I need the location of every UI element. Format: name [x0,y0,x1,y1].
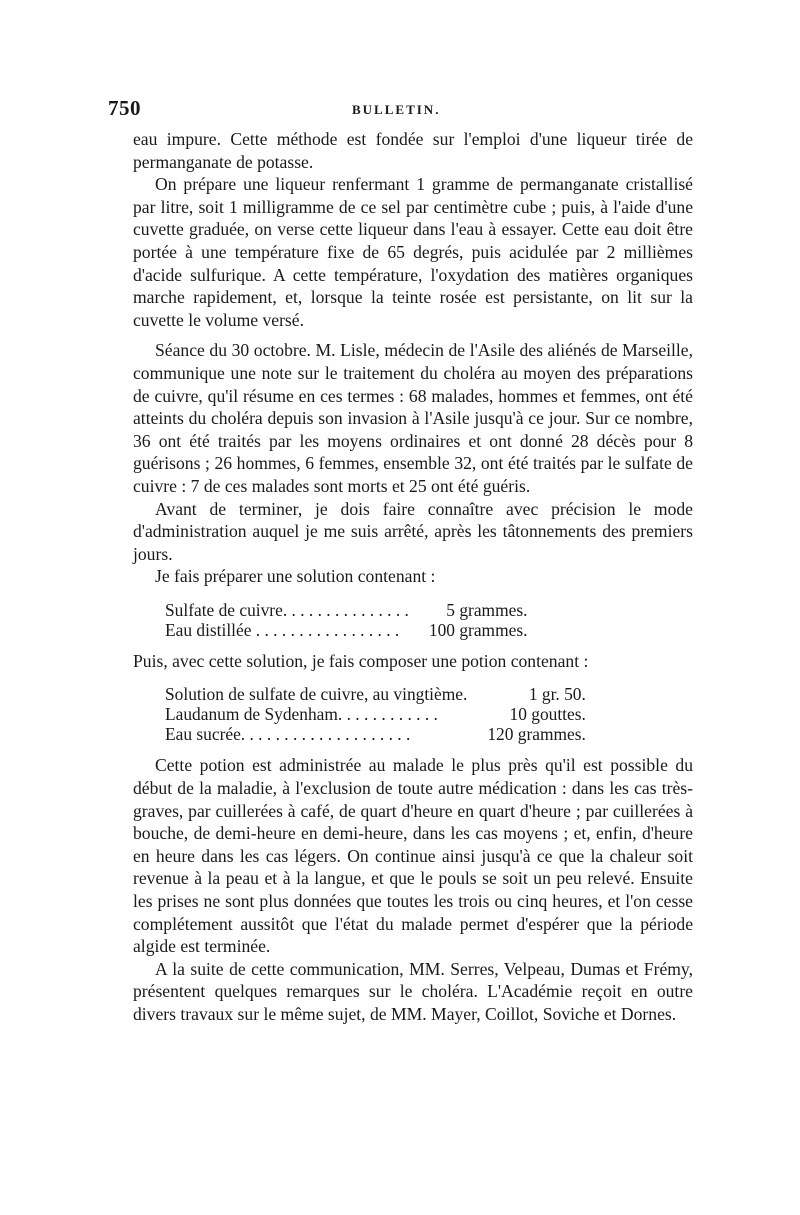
paragraph-water-method: eau impure. Cette méthode est fondée sur l'emploi d'une liqueur tirée de permanganate de potasse. [133,129,693,172]
ingredient-quantity: 120 grammes. [487,724,586,745]
paragraph-seance-30-octobre: Séance du 30 octobre. M. Lisle, médecin de l'Asile des aliénés de Marseille, communique une note sur le traitement du choléra au moyen des préparations de cuivre, qu'il résume en ces termes : 68 malades, hommes et femmes, ont été atteints du choléra depuis son invasion à l'Asile jusqu'à ce jour. Sur ce nombre, 36 ont été traités par les moyens ordinaires et ont donné 28 décès pour 8 guérisons ; 26 hommes, 6 femmes, ensemble 32, ont été traités par le sulfate de cuivre : 7 de ces malades sont morts et 25 ont été guéris. [133,340,693,496]
paragraph-academy-remarks: A la suite de cette communication, MM. Serres, Velpeau, Dumas et Frémy, présentent quelques remarques sur le choléra. L'Académie reçoit en outre divers travaux sur le même sujet, de MM. Mayer, Coillot, Soviche et Dornes. [133,958,693,1024]
body-text [133,128,693,1026]
paragraph-potion-administration: Cette potion est administrée au malade le plus près qu'il est possible du début de la maladie, à l'exclusion de toute autre médication : dans les cas très-graves, par cuillerées à café, de quart d'heure en quart d'heure ; par cuillerées à bouche, de demi-heure en demi-heure, dans les cas moyens ; et, enfin, d'heure en heure dans les cas légers. On continue ainsi jusqu'à ce que la chaleur soit revenue à la peau et à la langue, et que le pouls se soit un peu relevé. Ensuite les prises ne sont plus données que toutes les trois ou cinq heures, et l'on cesse complétement aussitôt que l'état du malade permet d'espérer que la période algide est terminée. [133,755,693,957]
table-row [159,620,533,640]
page-number: 750 [108,96,141,120]
paragraph-solution-intro: Je fais préparer une solution contenant : [155,566,436,587]
ingredient-name: Solution de sulfate de cuivre, au vingtième. [165,684,468,705]
paragraph-permanganate-procedure: On prépare une liqueur renfermant 1 gramme de permanganate cristallisé par litre, soit 1 milligramme de ce sel par centimètre cube ; puis, à l'aide d'une cuvette graduée, on verse cette liqueur dans l'eau à essayer. Cette eau doit être portée à une température fixe de 65 degrés, puis acidulée par 2 millièmes d'acide sulfurique. A cette température, l'oxydation des matières organiques marche rapidement, et, lorsque la teinte rosée est persistante, on lit sur la cuvette le volume versé. [133,174,693,330]
ingredient-name: Eau sucrée. . . . . . . . . . . . . . . . . . . . [165,724,411,745]
ingredient-quantity: 10 gouttes. [509,704,586,725]
ingredient-name: Sulfate de cuivre. . . . . . . . . . . . . . . [165,599,409,620]
table-row [159,684,592,704]
running-title: BULLETIN. [352,102,441,117]
paragraph-administration-mode: Avant de terminer, je dois faire connaître avec précision le mode d'administration auquel je me suis arrêté, après les tâtonnements des premiers jours. [133,498,693,564]
page-header [108,96,698,122]
table-row [159,600,533,620]
ingredient-quantity: 100 grammes. [428,619,528,640]
potion-formula-table [159,684,592,744]
table-row [159,724,592,744]
ingredient-quantity: 1 gr. 50. [528,684,586,705]
ingredient-name: Eau distillée . . . . . . . . . . . . . . . . . [165,619,400,640]
solution-formula-table [159,600,533,640]
paragraph-potion-intro: Puis, avec cette solution, je fais composer une potion contenant : [133,650,589,671]
ingredient-name: Laudanum de Sydenham. . . . . . . . . . . . [165,704,438,725]
ingredient-quantity: 5 grammes. [446,599,528,620]
table-row [159,704,592,724]
